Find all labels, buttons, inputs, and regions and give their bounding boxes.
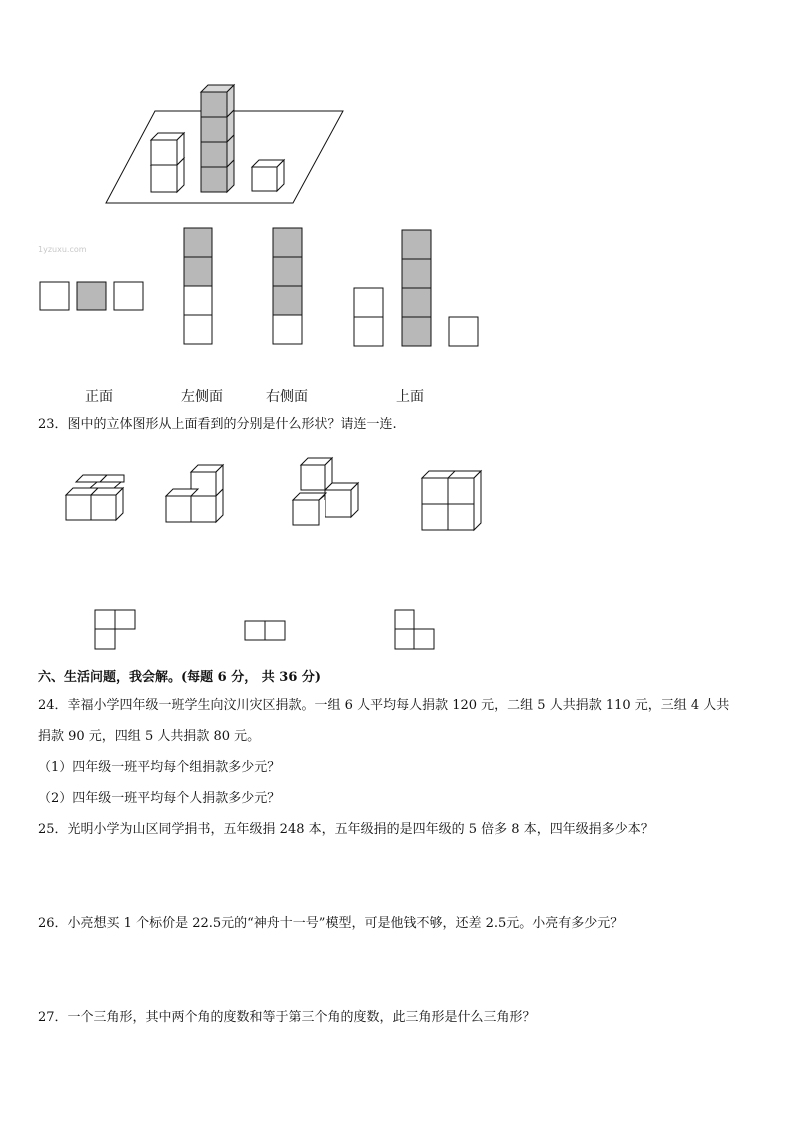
front-view-label: 正面 xyxy=(85,389,113,405)
middle-cube-stack xyxy=(201,85,234,192)
question-24-line2: 捐款 90 元，四组 5 人共捐款 80 元。 xyxy=(38,729,261,744)
top-option-2 xyxy=(245,621,285,640)
question-23: 23．图中的立体图形从上面看到的分别是什么形状？请连一连. xyxy=(38,417,397,432)
left-cube-stack xyxy=(151,133,184,192)
left-view-shape xyxy=(184,228,212,344)
section-6-title: 六、生活问题，我会解。(每题 6 分， 共 36 分) xyxy=(38,670,322,685)
top-option-3 xyxy=(395,610,434,649)
question-26: 26．小亮想买 1 个标价是 22.5元的“神舟十一号”模型，可是他钱不够，还差 2.5元。小亮有多少元？ xyxy=(38,916,624,931)
top-option-1 xyxy=(95,610,135,649)
question-24-sub1: （1）四年级一班平均每个组捐款多少元？ xyxy=(38,760,281,775)
left-view-label: 左侧面 xyxy=(181,389,223,405)
solid-3 xyxy=(293,458,358,525)
right-view-label: 右侧面 xyxy=(266,389,308,405)
question-27: 27．一个三角形，其中两个角的度数和等于第三个角的度数，此三角形是什么三角形？ xyxy=(38,1010,536,1025)
top-view-shape xyxy=(354,230,478,346)
watermark: 1yzuxu.com xyxy=(38,245,87,254)
solid-2 xyxy=(166,465,223,522)
front-view-shape xyxy=(40,282,143,310)
top-view-label: 上面 xyxy=(396,389,424,405)
question-25: 25．光明小学为山区同学捐书，五年级捐 248 本，五年级捐的是四年级的 5 倍多 8 本，四年级捐多少本？ xyxy=(38,822,654,837)
right-single-cube xyxy=(252,160,284,191)
question-24-line1: 24．幸福小学四年级一班学生向汶川灾区捐款。一组 6 人平均每人捐款 120 元，二组 5 人共捐款 110 元，三组 4 人共 xyxy=(38,698,730,713)
question-24-sub2: （2）四年级一班平均每个人捐款多少元？ xyxy=(38,791,281,806)
right-view-shape xyxy=(273,228,302,344)
solid-4 xyxy=(422,471,481,530)
solid-1 xyxy=(66,475,124,520)
